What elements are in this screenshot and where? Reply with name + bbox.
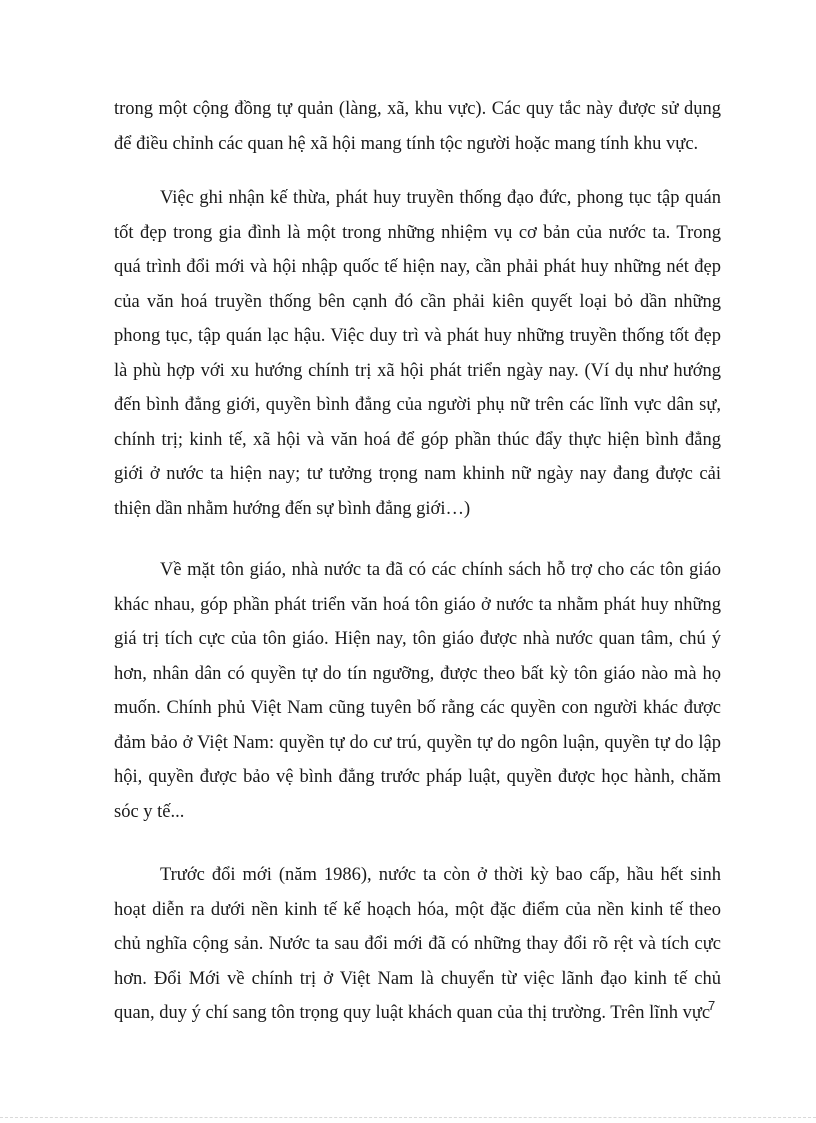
page-bottom-divider: [0, 1117, 816, 1118]
paragraph-religion: Về mặt tôn giáo, nhà nước ta đã có các chính sách hỗ trợ cho các tôn giáo khác nhau, góp phần phát triển văn hoá tôn giáo ở nước ta nhằm phát huy những giá trị tích cực của tôn giáo. Hiện nay, tôn giáo được nhà nước quan tâm, chú ý hơn, nhân dân có quyền tự do tín ngưỡng, được theo bất kỳ tôn giáo nào mà họ muốn. Chính phủ Việt Nam cũng tuyên bố rằng các quyền con người khác được đảm bảo ở Việt Nam: quyền tự do cư trú, quyền tự do ngôn luận, quyền tự do lập hội, quyền được bảo vệ bình đẳng trước pháp luật, quyền được học hành, chăm sóc y tế...: [114, 560, 721, 822]
paragraph-doi-moi: Trước đổi mới (năm 1986), nước ta còn ở thời kỳ bao cấp, hầu hết sinh hoạt diễn ra dưới nền kinh tế kế hoạch hóa, một đặc điểm của nền kinh tế theo chủ nghĩa cộng sản. Nước ta sau đổi mới đã có những thay đổi rõ rệt và tích cực hơn. Đổi Mới về chính trị ở Việt Nam là chuyển từ việc lãnh đạo kinh tế chủ quan, duy ý chí sang tôn trọng quy luật khách quan của thị trường. Trên lĩnh vực: [114, 865, 721, 1023]
paragraph-continuation: trong một cộng đồng tự quản (làng, xã, khu vực). Các quy tắc này được sử dụng để điều chỉnh các quan hệ xã hội mang tính tộc người hoặc mang tính khu vực.: [114, 99, 721, 154]
paragraph-tradition: Việc ghi nhận kế thừa, phát huy truyền thống đạo đức, phong tục tập quán tốt đẹp trong gia đình là một trong những nhiệm vụ cơ bản của nước ta. Trong quá trình đổi mới và hội nhập quốc tế hiện nay, cần phải phát huy những nét đẹp của văn hoá truyền thống bên cạnh đó cần phải kiên quyết loại bỏ dần những phong tục, tập quán lạc hậu. Việc duy trì và phát huy những truyền thống tốt đẹp là phù hợp với xu hướng chính trị xã hội phát triển ngày nay. (Ví dụ như hướng đến bình đẳng giới, quyền bình đẳng của người phụ nữ trên các lĩnh vực dân sự, chính trị; kinh tế, xã hội và văn hoá để góp phần thúc đẩy thực hiện bình đẳng giới ở nước ta hiện nay; tư tưởng trọng nam khinh nữ ngày nay đang được cải thiện dần nhằm hướng đến sự bình đẳng giới…): [114, 188, 721, 519]
body-text: [114, 92, 721, 1031]
page-number: 7: [708, 998, 716, 1013]
